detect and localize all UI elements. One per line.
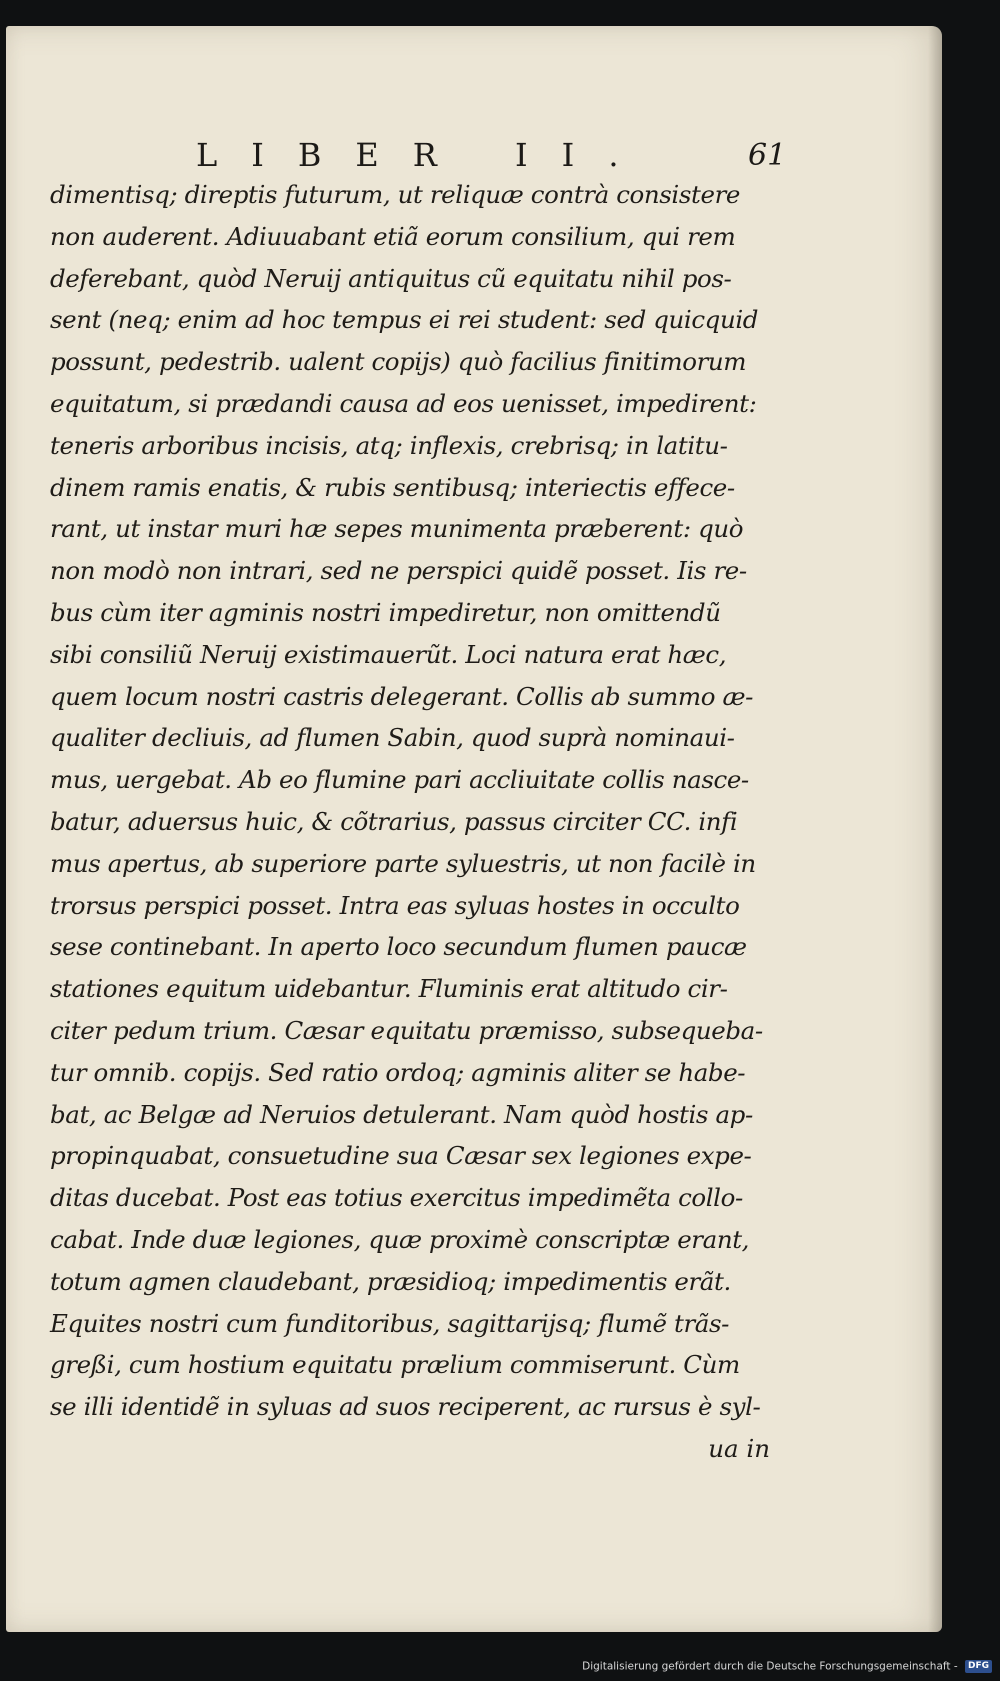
text-line: dimentisq; direptis futurum, ut reliquæ contrà consistere <box>50 180 740 209</box>
text-line: equitatum, si prædandi causa ad eos uenisset, impedirent: <box>50 388 757 418</box>
text-line: stationes equitum uidebantur. Fluminis erat altitudo cir- <box>50 974 728 1004</box>
digitization-credit <box>582 1660 992 1673</box>
text-line: ditas ducebat. Post eas totius exercitus impedimẽta collo- <box>50 1183 743 1213</box>
text-line: teneris arboribus incisis, atq; inflexis, crebrisq; in latitu- <box>50 430 728 460</box>
text-line: non auderent. Adiuuabant etiã eorum consilium, qui rem <box>50 221 736 251</box>
text-line: trorsus perspici posset. Intra eas syluas hostes in occulto <box>50 890 740 920</box>
text-line: possunt, pedestrib. ualent copijs) quò facilius finitimorum <box>50 347 747 377</box>
catchword: ua in <box>708 1433 770 1463</box>
text-line: batur, aduersus huic, & cõtrarius, passus circiter CC. infi <box>50 806 738 836</box>
page-number: 61 <box>748 138 787 173</box>
text-line: citer pedum trium. Cæsar equitatu præmisso, subsequeba- <box>50 1015 763 1045</box>
text-line: mus, uergebat. Ab eo flumine pari accliuitate collis nasce- <box>50 765 749 795</box>
text-line: dinem ramis enatis, & rubis sentibusq; interiectis effece- <box>50 472 735 502</box>
text-line: bat, ac Belgæ ad Neruios detulerant. Nam quòd hostis ap- <box>50 1099 753 1129</box>
book-page <box>6 26 942 1632</box>
text-line: propinquabat, consuetudine sua Cæsar sex legiones expe- <box>50 1141 752 1171</box>
text-line: non modò non intrari, sed ne perspici quidẽ posset. Iis re- <box>50 556 747 586</box>
text-line: cabat. Inde duæ legiones, quæ proximè conscriptæ erant, <box>50 1224 750 1254</box>
text-line: quem locum nostri castris delegerant. Collis ab summo æ- <box>50 681 753 711</box>
dfg-logo: DFG <box>965 1660 992 1673</box>
text-line: tur omnib. copijs. Sed ratio ordoq; agminis aliter se habe- <box>50 1057 746 1087</box>
text-line: sibi consiliũ Neruij existimauerũt. Loci natura erat hæc, <box>50 639 727 669</box>
text-line: mus apertus, ab superiore parte syluestris, ut non facilè in <box>50 848 756 878</box>
text-line: deferebant, quòd Neruij antiquitus cũ equitatu nihil pos- <box>50 263 732 293</box>
text-line: sese continebant. In aperto loco secundum flumen paucæ <box>50 932 747 962</box>
text-line: greßi, cum hostium equitatu prælium commiserunt. Cùm <box>50 1350 740 1380</box>
body-text <box>50 174 780 1470</box>
text-line: Equites nostri cum funditoribus, sagittarijsq; flumẽ trãs- <box>50 1308 730 1338</box>
text-line: sent (neq; enim ad hoc tempus ei rei student: sed quicquid <box>50 305 759 335</box>
credit-text: Digitalisierung gefördert durch die Deutsche Forschungsgemeinschaft - <box>582 1660 958 1673</box>
text-line: totum agmen claudebant, præsidioq; impedimentis erãt. <box>50 1266 731 1296</box>
text-line: bus cùm iter agminis nostri impediretur, non omittendũ <box>50 597 721 627</box>
running-head: LIBER II. <box>196 136 653 174</box>
text-line: se illi identidẽ in syluas ad suos reciperent, ac rursus è syl- <box>50 1392 761 1422</box>
text-line: qualiter decliuis, ad flumen Sabin, quod suprà nominaui- <box>50 723 735 753</box>
text-line: rant, ut instar muri hæ sepes munimenta præberent: quò <box>50 514 744 544</box>
